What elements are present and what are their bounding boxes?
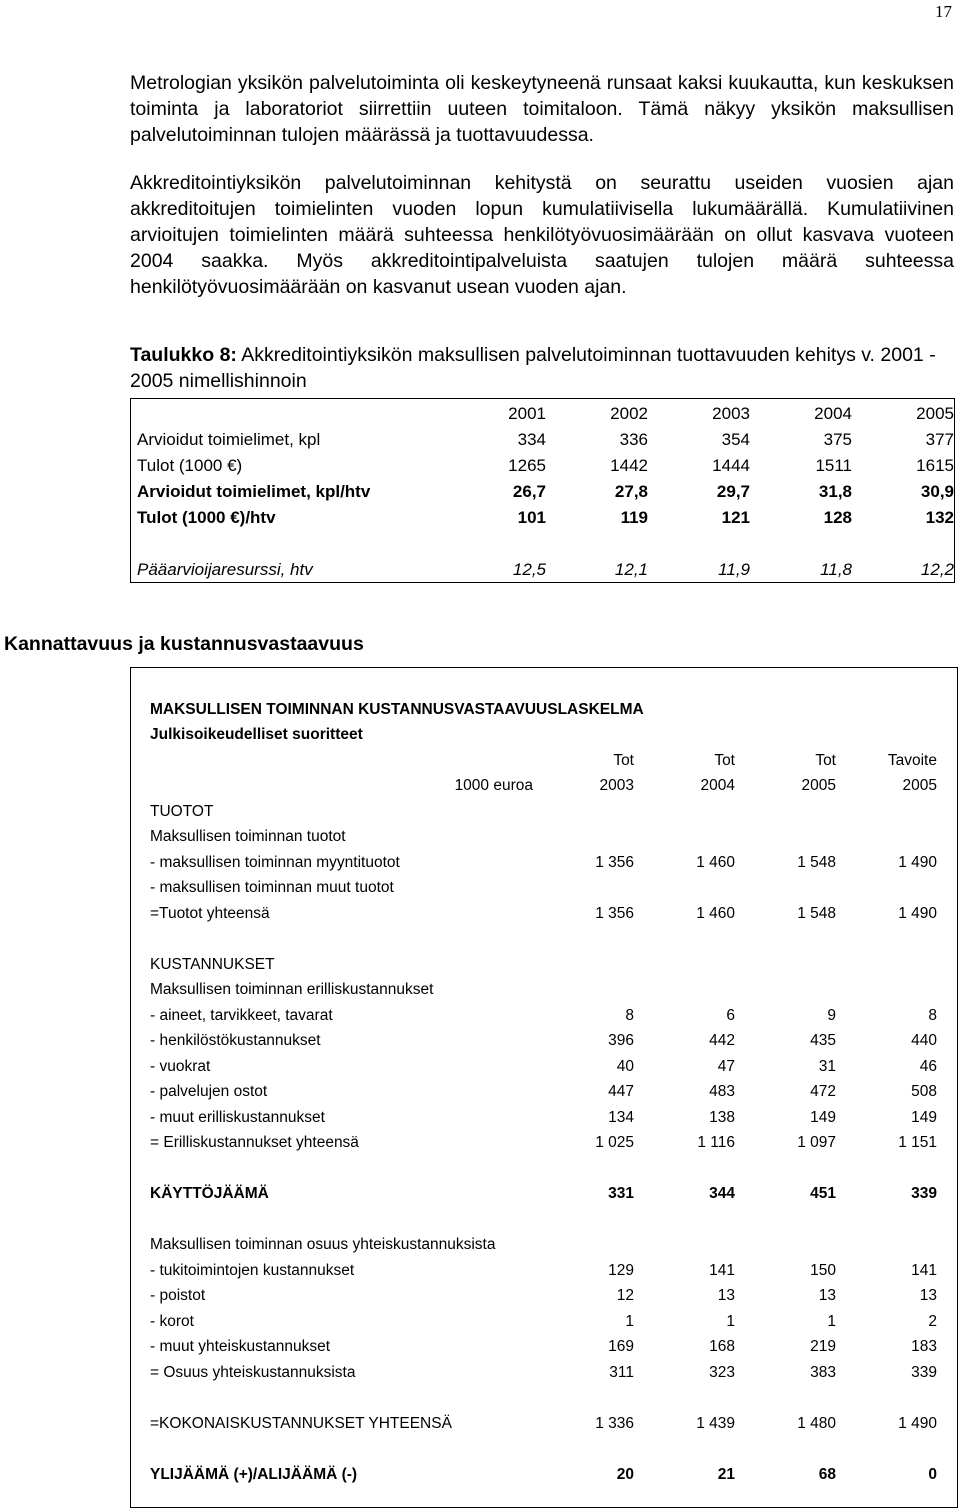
row-label: - muut yhteiskustannukset: [150, 1338, 331, 1356]
header-cell: 2004: [700, 777, 735, 795]
spacer-row: [137, 531, 954, 557]
table-row: [150, 1233, 937, 1259]
table-cell: 9: [827, 1006, 836, 1024]
table-row: [150, 1003, 937, 1029]
row-label: Arvioidut toimielimet, kpl/htv: [137, 482, 371, 501]
spacer-row: [150, 1207, 937, 1233]
row-label: Pääarvioijaresurssi, htv: [137, 560, 313, 579]
table-cell: 149: [911, 1108, 937, 1126]
row-label: Tulot (1000 €): [137, 456, 243, 475]
page-number: 17: [935, 2, 952, 21]
table-cell: 12,2: [920, 560, 954, 579]
table-cell: 1 548: [797, 853, 836, 871]
table-cell: 150: [810, 1261, 836, 1279]
table-cell: 1511: [815, 456, 852, 475]
table-row: [137, 557, 954, 583]
table-cell: 1: [625, 1312, 634, 1330]
table-cell: 336: [619, 430, 648, 449]
table-cell: 27,8: [614, 482, 648, 501]
table-cell: 12,1: [614, 560, 648, 579]
spacer-row: [150, 927, 937, 953]
row-label: Maksullisen toiminnan osuus yhteiskustannuksista: [150, 1236, 496, 1254]
table-cell: 472: [810, 1083, 836, 1101]
table-cell: 219: [810, 1338, 836, 1356]
header-cell: Tot: [613, 751, 634, 769]
table-cell: 149: [810, 1108, 836, 1126]
row-label: Tulot (1000 €)/htv: [137, 508, 276, 527]
table-row: [150, 1054, 937, 1080]
table-cell: 331: [608, 1185, 634, 1203]
table-row: [150, 901, 937, 927]
table-cell: 447: [608, 1083, 634, 1101]
row-label: - vuokrat: [150, 1057, 211, 1075]
row-label: KÄYTTÖJÄÄMÄ: [150, 1185, 269, 1203]
table-cell: 1 116: [697, 1134, 735, 1152]
table-cell: 1442: [610, 456, 648, 475]
calc-header-row: [150, 774, 937, 800]
table-cell: 12: [616, 1287, 634, 1305]
paragraph-metrologia: Metrologian yksikön palvelutoiminta oli keskeytyneenä runsaat kaksi kuukautta, kun keskuksen toiminta ja laboratoriot siirrettiin uuteen toimitaloon. Tämä näkyy yksikön maksullisen palvelutoiminnan tulojen määrässä ja tuottavuudessa.: [130, 72, 954, 146]
row-label: = Osuus yhteiskustannuksista: [150, 1363, 356, 1381]
table-row: [137, 453, 954, 479]
table-cell: 1615: [916, 456, 954, 475]
header-cell: Tot: [714, 751, 735, 769]
table-cell: 31,8: [818, 482, 852, 501]
table-row: [150, 850, 937, 876]
table-row: [150, 1309, 937, 1335]
table-cell: 1 490: [898, 904, 937, 922]
table8-header-cell: 2001: [508, 404, 546, 423]
table-cell: 68: [818, 1465, 836, 1483]
table-cell: 128: [823, 508, 852, 527]
calculation-box: [130, 667, 958, 1508]
header-cell: 2005: [902, 777, 937, 795]
calc-title-row: [150, 697, 937, 723]
calc-title: MAKSULLISEN TOIMINNAN KUSTANNUSVASTAAVUUSLASKELMA: [150, 700, 644, 718]
calc-subtitle-row: [150, 723, 937, 749]
header-cell: Tot: [815, 751, 836, 769]
table-cell: 101: [517, 508, 546, 527]
table-cell: 1 548: [797, 904, 836, 922]
table-cell: 1: [726, 1312, 735, 1330]
table8-header-cell: 2003: [712, 404, 750, 423]
table-cell: 8: [625, 1006, 634, 1024]
table-cell: 11,9: [718, 560, 750, 579]
table-cell: 1 025: [595, 1134, 634, 1152]
table-cell: 6: [726, 1006, 735, 1024]
table8-header-cell: 2004: [814, 404, 852, 423]
table-cell: 8: [928, 1006, 937, 1024]
table-cell: 1 460: [696, 904, 735, 922]
table-row: [150, 825, 937, 851]
unit-label: 1000 euroa: [454, 777, 533, 795]
table-cell: 11,8: [820, 560, 852, 579]
table-row: [150, 1182, 937, 1208]
row-label: - muut erilliskustannukset: [150, 1108, 325, 1126]
table-cell: 29,7: [716, 482, 750, 501]
table-cell: 46: [919, 1057, 937, 1075]
row-label: YLIJÄÄMÄ (+)/ALIJÄÄMÄ (-): [150, 1465, 358, 1483]
table-cell: 129: [608, 1261, 634, 1279]
table-row: [150, 799, 937, 825]
table8: [137, 401, 954, 583]
table-cell: 141: [911, 1261, 937, 1279]
table8-caption-lead: Taulukko 8:: [130, 344, 237, 366]
table-cell: 1 097: [797, 1134, 836, 1152]
table-cell: 134: [608, 1108, 634, 1126]
table-cell: 141: [709, 1261, 735, 1279]
table-cell: 435: [810, 1032, 836, 1050]
row-label: - korot: [150, 1312, 194, 1330]
table-cell: 442: [709, 1032, 735, 1050]
row-label: Maksullisen toiminnan tuotot: [150, 828, 346, 846]
table-row: [150, 876, 937, 902]
calculation-table: [150, 697, 937, 1488]
table-row: [150, 1029, 937, 1055]
table-cell: 169: [608, 1338, 634, 1356]
table8-caption: [130, 342, 954, 394]
table-cell: 40: [616, 1057, 634, 1075]
table-cell: 132: [925, 508, 954, 527]
table-cell: 339: [911, 1363, 937, 1381]
table-row: [137, 427, 954, 453]
table-cell: 119: [620, 508, 648, 527]
row-label: =KOKONAISKUSTANNUKSET YHTEENSÄ: [150, 1414, 452, 1432]
row-label: - henkilöstökustannukset: [150, 1032, 321, 1050]
table-row: [150, 952, 937, 978]
row-label: - aineet, tarvikkeet, tavarat: [150, 1006, 333, 1024]
spacer-row: [150, 1386, 937, 1412]
table-row: [150, 1105, 937, 1131]
table-cell: 1265: [508, 456, 546, 475]
table-cell: 31: [818, 1057, 836, 1075]
table-row: [150, 978, 937, 1004]
table-cell: 1 480: [797, 1414, 836, 1432]
table-cell: 183: [911, 1338, 937, 1356]
row-label: - maksullisen toiminnan muut tuotot: [150, 879, 394, 897]
row-label: - maksullisen toiminnan myyntituotot: [150, 853, 400, 871]
paragraph-akkreditointi: Akkreditointiyksikön palvelutoiminnan kehitystä on seurattu useiden vuosien ajan akkreditoitujen toimielinten vuoden lopun kumulatiivisella lukumäärällä. Kumulatiivinen arvioitujen toimielinten määrä suhteessa henkilötyövuosimäärään on ollut kasvava vuoteen 2004 saakka. Myös akkreditointipalveluista saatujen tulojen määrä suhteessa henkilötyövuosimäärään on kasvanut usean vuoden ajan.: [130, 172, 954, 298]
table-cell: 1: [827, 1312, 836, 1330]
table-cell: 1 356: [595, 904, 634, 922]
table-cell: 396: [608, 1032, 634, 1050]
table-cell: 13: [717, 1287, 735, 1305]
header-cell: Tavoite: [887, 751, 937, 769]
table8-box: [130, 398, 955, 583]
table8-header-row: [137, 401, 954, 427]
row-label: - palvelujen ostot: [150, 1083, 268, 1101]
section-heading: Kannattavuus ja kustannusvastaavuus: [4, 633, 364, 655]
table8-caption-text: Akkreditointiyksikön maksullisen palvelutoiminnan tuottavuuden kehitys v. 2001 - 2005 nimellishinnoin: [130, 344, 936, 392]
table-cell: 1 336: [595, 1414, 634, 1432]
table8-header-cell: 2002: [610, 404, 648, 423]
row-label: TUOTOT: [150, 802, 214, 820]
table-row: [150, 1360, 937, 1386]
table-row: [150, 1131, 937, 1157]
table-cell: 30,9: [920, 482, 954, 501]
table-row: [150, 1462, 937, 1488]
spacer-row: [150, 1437, 937, 1463]
calc-subtitle: Julkisoikeudelliset suoritteet: [150, 726, 363, 744]
table-cell: 440: [911, 1032, 937, 1050]
table-cell: 339: [911, 1185, 937, 1203]
table8-header-cell: 2005: [916, 404, 954, 423]
row-label: KUSTANNUKSET: [150, 955, 275, 973]
table-cell: 377: [925, 430, 954, 449]
table-cell: 334: [517, 430, 546, 449]
table-cell: 508: [911, 1083, 937, 1101]
row-label: - poistot: [150, 1287, 206, 1305]
table-cell: 1 439: [696, 1414, 735, 1432]
table-cell: 451: [810, 1185, 836, 1203]
table-cell: 1 460: [696, 853, 735, 871]
table-cell: 26,7: [512, 482, 546, 501]
table-cell: 20: [616, 1465, 634, 1483]
row-label: = Erilliskustannukset yhteensä: [150, 1134, 359, 1152]
header-cell: 2003: [599, 777, 634, 795]
row-label: =Tuotot yhteensä: [150, 904, 270, 922]
table-cell: 168: [709, 1338, 735, 1356]
row-label: Maksullisen toiminnan erilliskustannukset: [150, 981, 434, 999]
table-cell: 0: [928, 1465, 937, 1483]
table-row: [150, 1080, 937, 1106]
table-cell: 12,5: [512, 560, 546, 579]
table-cell: 383: [810, 1363, 836, 1381]
table-cell: 121: [721, 508, 750, 527]
calc-header-row: [150, 748, 937, 774]
table-cell: 21: [717, 1465, 735, 1483]
table-cell: 344: [709, 1185, 735, 1203]
table-row: [150, 1284, 937, 1310]
table-cell: 1 356: [595, 853, 634, 871]
table-cell: 47: [717, 1057, 735, 1075]
table-cell: 375: [823, 430, 852, 449]
spacer-row: [150, 1156, 937, 1182]
table-row: [150, 1335, 937, 1361]
table-row: [150, 1258, 937, 1284]
table-row: [137, 505, 954, 531]
table-cell: 138: [709, 1108, 735, 1126]
table-cell: 13: [818, 1287, 836, 1305]
table-cell: 311: [609, 1363, 634, 1381]
table-cell: 1444: [712, 456, 750, 475]
table-cell: 1 490: [898, 1414, 937, 1432]
table-cell: 323: [709, 1363, 735, 1381]
row-label: - tukitoimintojen kustannukset: [150, 1261, 355, 1279]
table-cell: 13: [919, 1287, 937, 1305]
table-cell: 483: [709, 1083, 735, 1101]
header-cell: 2005: [801, 777, 836, 795]
table-cell: 354: [721, 430, 750, 449]
table-row: [137, 479, 954, 505]
row-label: Arvioidut toimielimet, kpl: [137, 430, 321, 449]
table-cell: 2: [928, 1312, 937, 1330]
table-cell: 1 151: [898, 1134, 937, 1152]
table-row: [150, 1411, 937, 1437]
table-cell: 1 490: [898, 853, 937, 871]
